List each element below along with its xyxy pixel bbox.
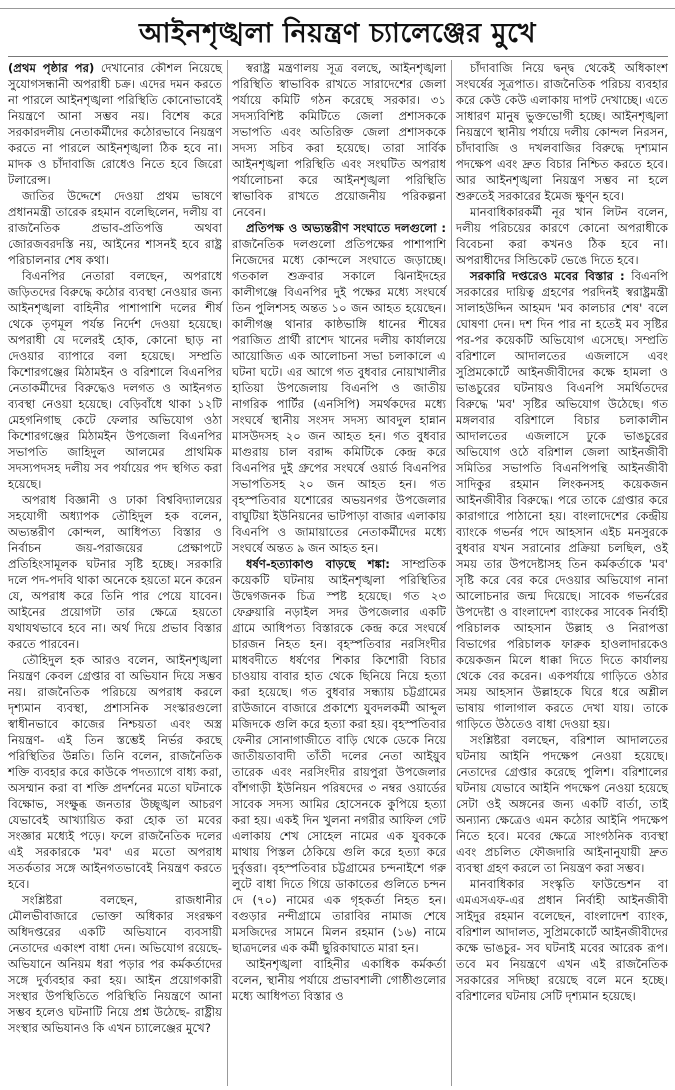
article-paragraph	[8, 268, 222, 492]
article-paragraph	[456, 268, 668, 732]
article-paragraph	[232, 556, 446, 956]
article-paragraph	[456, 732, 668, 876]
headline-divider	[8, 56, 668, 57]
article-paragraph	[8, 492, 222, 652]
article-paragraph	[8, 652, 222, 892]
paragraph-text: অপরাধ বিজ্ঞানী ও ঢাকা বিশ্ববিদ্যালয়ের সহযোগী অধ্যাপক তৌহিদুল হক বলেন, অভ্যন্তরীণ কোন্দল, আধিপত্য বিস্তার ও নির্বাচন জয়-পরাজয়ের প্রেক্ষাপটে প্রতিহিংসামূলক ঘটনার সৃষ্টি হচ্ছে। সরকারি দলে পদ-পদবি থাকা অনেকে হয়তো মনে করেন যে, অপরাধ করে তিনি পার পেয়ে যাবেন। আইনের প্রয়োগটা তার ক্ষেত্রে হয়তো যথাযথভাবে হবে না। অর্থ দিয়ে প্রভাব বিস্তার করতে পারবেন।	[8, 493, 222, 651]
paragraph-text: সাম্প্রতিক কয়েকটি ঘটনায় আইনশৃঙ্খলা পরিস্থিতির উদ্বেগজনক চিত্র স্পষ্ট হয়েছে। গত ২৩ ফেব্রুয়ারি নড়াইল সদর উপজেলার একটি গ্রামে আধিপত্য বিস্তারকে কেন্দ্র করে সংঘর্ষে চারজন নিহত হন। বৃহস্পতিবার নরসিংদীর মাধবদীতে ধর্ষণের শিকার কিশোরী বিচার চাওয়ায় বাবার হাত থেকে ছিনিয়ে নিয়ে হত্যা করা হয়েছে। গত বুধবার সন্ধ্যায় চট্টগ্রামের রাউজানে বাজারে প্রকাশ্যে যুবদলকর্মী আব্দুল মজিদকে গুলি করে হত্যা করা হয়। বৃহস্পতিবার ফেনীর সোনাগাজীতে বাড়ি থেকে ডেকে নিয়ে জাতীয়তাবাদী তাঁতী দলের নেতা আইয়ুব তারেক এবং নরসিংদীর রায়পুরা উপজেলার বাঁশগাড়ী ইউনিয়ন পরিষদের ৩ নম্বর ওয়ার্ডের সাবেক সদস্য আমির হোসেনকে কুপিয়ে হত্যা করা হয়। একই দিন খুলনা নগরীর আফিল গেট এলাকায় শেখ সোহেল নামের এক যুবককে মাথায় পিস্তল ঠেকিয়ে গুলি করে হত্যা করে দুর্বৃত্তরা। বৃহস্পতিবার চট্টগ্রামের চন্দনাইশে গরু লুটে বাধা দিতে গিয়ে ডাকাতের গুলিতে চন্দন দে (৭০) নামের এক গৃহকর্তা নিহত হন। বগুড়ার নন্দীগ্রামে তারাবির নামাজ শেষে মসজিদের সামনে মিলন রহমান (১৬) নামে ছাত্রদলের এক কর্মী ছুরিকাঘাতে মারা হন।	[232, 557, 446, 955]
article-paragraph	[456, 204, 668, 268]
article-paragraph	[232, 60, 446, 220]
paragraph-text: চাঁদাবাজি নিয়ে দ্বন্দ্ব থেকেই অধিকাংশ সংঘর্ষের সূত্রপাত। রাজনৈতিক পরিচয় ব্যবহার করে কেউ কেউ এলাকায় দাপট দেখাচ্ছে। এতে সাধারণ মানুষ ভুক্তভোগী হচ্ছে। আইনশৃঙ্খলা নিয়ন্ত্রণে স্থানীয় পর্যায়ে দলীয় কোন্দল নিরসন, চাঁদাবাজি ও দখলবাজির বিরুদ্ধে দৃশ্যমান পদক্ষেপ এবং দ্রুত বিচার নিশ্চিত করতে হবে। আর আইনশৃঙ্খলা নিয়ন্ত্রণ সম্ভব না হলে শুরুতেই সরকারের ইমেজ ক্ষুণ্ন হবে।	[456, 61, 668, 203]
paragraph-text: রাজনৈতিক দলগুলো প্রতিপক্ষের পাশাপাশি নিজেদের মধ্যে কোন্দলে সংঘাতে জড়াচ্ছে। গতকাল শুক্রবার সকালে ঝিনাইদহের কালীগঞ্জে বিএনপির দুই পক্ষের মধ্যে সংঘর্ষে তিন পুলিশসহ অন্তত ১০ জন আহত হয়েছেন। কালীগঞ্জ থানার কাষ্ঠভাঙ্গি ধানের শীষের পরাজিত প্রার্থী রাশেদ খানের দলীয় কার্যালয়ে আয়োজিত এক আলোচনা সভা চলাকালে এ ঘটনা ঘটে। এর আগে গত বুধবার নোয়াখালীর হাতিয়া উপজেলায় বিএনপি ও জাতীয় নাগরিক পার্টির (এনসিপি) সমর্থকদের মধ্যে সংঘর্ষে স্থানীয় সংসদ সদস্য আবদুল হান্নান মাসউদসহ ২০ জন আহত হন। গত বুধবার মাগুরায় চাল বরাদ্দ কমিটিকে কেন্দ্র করে বিএনপির দুই গ্রুপের সংঘর্ষে ওয়ার্ড বিএনপির সভাপতিসহ ২০ জন আহত হন। গত বৃহস্পতিবার যশোরের অভয়নগর উপজেলার বাঘুটিয়া ইউনিয়নের ভাটপাড়া বাজার এলাকায় বিএনপি ও জামায়াতের নেতাকর্মীদের মধ্যে সংঘর্ষে অন্তত ৯ জন আহত হন।	[232, 237, 446, 555]
paragraph-text: সংশ্লিষ্টরা বলছেন, বরিশাল আদালতের ঘটনায় আইনি পদক্ষেপ নেওয়া হয়েছে। নেতাদের গ্রেপ্তার করেছে পুলিশ। বরিশালের ঘটনায় যেভাবে আইনি পদক্ষেপ নেওয়া হয়েছে সেটা ওই অঙ্গনের জন্য একটি বার্তা, তাই অন্যান্য ক্ষেত্রেও এমন কঠোর আইনি পদক্ষেপ নিতে হবে। মবের ক্ষেত্রে সাংগঠনিক ব্যবস্থা এবং প্রচলিত ফৌজদারি আইনানুযায়ী দ্রুত ব্যবস্থা গ্রহণ করলে তা নিয়ন্ত্রণ করা সম্ভব।	[456, 733, 668, 875]
paragraph-text: মানবাধিকারকর্মী নূর খান লিটন বলেন, দলীয় পরিচয়ের কারণে কোনো অপরাধীকে বিবেচনা করা কখনও ঠিক হবে না। অপরাধীদের সিন্ডিকেট ভেঙে দিতে হবে।	[456, 205, 668, 267]
paragraph-text: জাতির উদ্দেশে দেওয়া প্রথম ভাষণে প্রধানমন্ত্রী তারেক রহমান বলেছিলেন, দলীয় বা রাজনৈতিক প্রভাব-প্রতিপত্তি অথবা জোরজবরদস্তি নয়, আইনের শাসনই হবে রাষ্ট্র পরিচালনার শেষ কথা।	[8, 189, 222, 267]
paragraph-subheading: সরকারি দপ্তরেও মবের বিস্তার :	[470, 269, 625, 283]
article-paragraph	[232, 220, 446, 556]
article-paragraph	[8, 188, 222, 268]
article-column-2	[232, 60, 446, 1004]
article-paragraph	[232, 956, 446, 1004]
article-paragraph	[456, 60, 668, 204]
article-paragraph	[456, 876, 668, 1004]
column-divider	[227, 60, 228, 1086]
paragraph-subheading: ধর্ষণ-হত্যাকাণ্ড বাড়ছে শঙ্কা:	[246, 557, 390, 571]
paragraph-text: স্বরাষ্ট্র মন্ত্রণালয় সূত্র বলছে, আইনশৃঙ্খলা পরিস্থিতি স্বাভাবিক রাখতে সারাদেশের জেলা পর্যায়ে কমিটি গঠন করেছে সরকার। ৩১ সদস্যবিশিষ্ট কমিটিতে জেলা প্রশাসককে সভাপতি এবং অতিরিক্ত জেলা প্রশাসককে সদস্য সচিব করা হয়েছে। তারা সার্বিক আইনশৃঙ্খলা পরিস্থিতি এবং সংঘটিত অপরাধ পর্যালোচনা করে আইনশৃঙ্খলা পরিস্থিতি স্বাভাবিক রাখতে প্রয়োজনীয় পরিকল্পনা নেবেন।	[232, 61, 446, 219]
paragraph-text: তৌহিদুল হক আরও বলেন, আইনশৃঙ্খলা নিয়ন্ত্রণ কেবল গ্রেপ্তার বা অভিযান দিয়ে সম্ভব নয়। রাজনৈতিক পরিচয়ে অপরাধ করলে দৃশ্যমান ব্যবস্থা, প্রশাসনিক সংস্কারগুলো স্বাধীনভাবে কাজের নিশ্চয়তা এবং অস্ত্র নিয়ন্ত্রণ- এই তিন স্তম্ভেই নির্ভর করছে পরিস্থিতির উন্নতি। তিনি বলেন, রাজনৈতিক শক্তি ব্যবহার করে কাউকে পদত্যাগে বাধ্য করা, অসম্মান করা বা শক্তি প্রদর্শনের মতো ঘটনাকে বিক্ষোভ, সংক্ষুব্ধ জনতার উচ্ছৃঙ্খল আচরণ যেভাবেই আখ্যায়িত করা হোক তা মবের সংজ্ঞার মধ্যেই পড়ে। ফলে রাজনৈতিক দলের এই সরকারকে 'মব' এর মতো অপরাধ সতর্কতার সঙ্গে আইনগতভাবেই নিয়ন্ত্রণ করতে হবে।	[8, 653, 222, 891]
article-column-1	[8, 60, 222, 1036]
paragraph-text: বিএনপি সরকারের দায়িত্ব গ্রহণের পরদিনই স্বরাষ্ট্রমন্ত্রী সালাহউদ্দিন আহমদ 'মব কালচার শেষ' বলে ঘোষণা দেন। দশ দিন পার না হতেই মব সৃষ্টির পর-পর কয়েকটি অভিযোগ এসেছে। সম্প্রতি বরিশালে আদালতের এজলাসে এবং সুপ্রিমকোর্টে আইনজীবীদের কক্ষে হামলা ও ভাঙচুরের ঘটনায়ও বিএনপি সমর্থিতদের বিরুদ্ধে 'মব' সৃষ্টির অভিযোগ উঠেছে। গত মঙ্গলবার বরিশালে বিচার চলাকালীন আদালতের এজলাসে ঢুকে ভাঙচুরের অভিযোগ ওঠে বরিশাল জেলা আইনজীবী সমিতির সভাপতি বিএনপিপন্থি আইনজীবী সাদিকুর রহমান লিংকনসহ কয়েকজন আইনজীবীর বিরুদ্ধে। পরে তাকে গ্রেপ্তার করে কারাগারে পাঠানো হয়। বাংলাদেশের কেন্দ্রীয় ব্যাংকে গভর্নর পদে আহসান এইচ মনসুরকে বুধবার যখন সরানোর প্রক্রিয়া চলছিল, ওই সময় তার উপদেষ্টাসহ তিন কর্মকর্তাকে 'মব' সৃষ্টি করে বের করে দেওয়ার অভিযোগ নানা আলোচনার জন্ম দিয়েছে। সাবেক গভর্নরের উপদেষ্টা ও বাংলাদেশ ব্যাংকের সাবেক নির্বাহী পরিচালক আহসান উল্লাহ ও নিরাপত্তা বিভাগের পরিচালক ফারুক হাওলাদারকেও কয়েকজন মিলে ধাক্কা দিতে দিতে কার্যালয় থেকে বের করেন। একপর্যায়ে গাড়িতে ওঠার সময় আহসান উল্লাহকে ঘিরে ধরে অশ্লীল ভাষায় গালাগাল করতে দেখা যায়। তাকে গাড়িতে উঠতেও বাধা দেওয়া হয়।	[456, 269, 668, 731]
page-header-strip	[0, 0, 675, 9]
paragraph-text: আইনশৃঙ্খলা বাহিনীর একাধিক কর্মকর্তা বলেন, স্থানীয় পর্যায়ে প্রভাবশালী গোষ্ঠীগুলোর মধ্যে আধিপত্য বিস্তার ও	[232, 957, 446, 1003]
paragraph-text: সংশ্লিষ্টরা বলছেন, রাজধানীর মৌলভীবাজারে ভোক্তা অধিকার সংরক্ষণ অধিদপ্তরের একটি অভিযানে ব্যবসায়ী নেতাদের একাংশ বাধা দেন। অভিযোগ রয়েছে- অভিযানে অনিয়ম ধরা পড়ার পর কর্মকর্তাদের সঙ্গে দুর্ব্যবহার করা হয়। আইন প্রয়োগকারী সংস্থার উপস্থিতিতে পরিস্থিতি নিয়ন্ত্রণে আনা সম্ভব হলেও ঘটনাটি নিয়ে প্রশ্ন উঠেছে- রাষ্ট্রীয় সংস্থার অভিযানও কি এখন চ্যালেঞ্জের মুখে?	[8, 893, 222, 1035]
paragraph-text: মানবাধিকার সংস্কৃতি ফাউন্ডেশন বা এমএসএফ-এর প্রধান নির্বাহী আইনজীবী সাইদুর রহমান বলেছেন, বাংলাদেশ ব্যাংক, বরিশাল আদালত, সুপ্রিমকোর্টে আইনজীবীদের কক্ষে ভাঙচুর- সব ঘটনাই মবের আরেক রূপ। তবে মব নিয়ন্ত্রণে এখন এই রাজনৈতিক সরকারের সদিচ্ছা রয়েছে বলে মনে হচ্ছে। বরিশালের ঘটনায় সেটি দৃশ্যমান হয়েছে।	[456, 877, 668, 1003]
paragraph-text: বিএনপির নেতারা বলছেন, অপরাধে জড়িতদের বিরুদ্ধে কঠোর ব্যবস্থা নেওয়ার জন্য আইনশৃঙ্খলা বাহিনীর পাশাপাশি দলের শীর্ষ থেকে তৃণমূল পর্যন্ত নির্দেশ দেওয়া হয়েছে। অপরাধী যে দলেরই হোক, কোনো ছাড় না দেওয়ার ব্যাপারে বলা হয়েছে। সম্প্রতি কিশোরগঞ্জের মিঠামইন ও বরিশালে বিএনপির নেতাকর্মীদের বিরুদ্ধেও দলগত ও আইনগত ব্যবস্থা নেওয়া হয়েছে। বেড়িবাঁধে থাকা ১২টি মেহগনিগাছ কেটে ফেলার অভিযোগ ওঠা কিশোরগঞ্জের মিঠামইন উপজেলা বিএনপির সভাপতি জাহিদুল আলমের প্রাথমিক সদস্যপদসহ দলীয় সব পর্যায়ের পদ স্থগিত করা হয়েছে।	[8, 269, 222, 491]
paragraph-subheading: প্রতিপক্ষ ও অভ্যন্তরীণ সংঘাতে দলগুলো :	[246, 221, 446, 235]
article-paragraph	[8, 892, 222, 1036]
article-column-3	[456, 60, 668, 1004]
headline: আইনশৃঙ্খলা নিয়ন্ত্রণ চ্যালেঞ্জের মুখে	[138, 18, 537, 49]
paragraph-text: দেখানোর কৌশল নিয়েছে সুযোগসন্ধানী অপরাধী চক্র। এদের দমন করতে না পারলে আইনশৃঙ্খলা পরিস্থিতি কোনোভাবেই নিয়ন্ত্রণে আনা সম্ভব নয়। বিশেষ করে সরকারদলীয় নেতাকর্মীদের কঠোরভাবে নিয়ন্ত্রণ করতে না পারলে আইনশৃঙ্খলা ঠিক হবে না। মাদক ও চাঁদাবাজি রোধেও নিতে হবে জিরো টলারেন্স।	[8, 61, 223, 187]
paragraph-subheading: (প্রথম পৃষ্ঠার পর)	[8, 61, 95, 75]
article-paragraph	[8, 60, 222, 188]
column-divider	[451, 60, 452, 1086]
